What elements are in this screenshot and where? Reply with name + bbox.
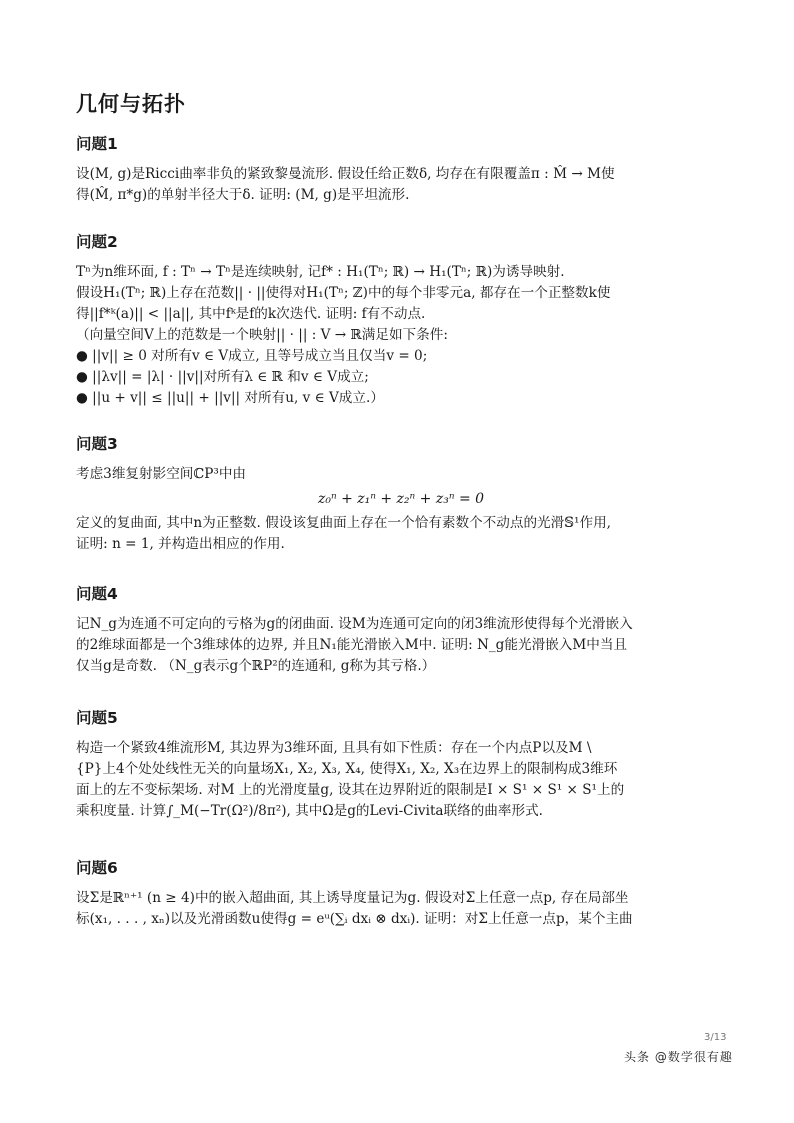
- text-line: 面上的左不变标架场. 对M 上的光滑度量g, 设其在边界附近的限制是I × S¹ × S¹ × S¹上的: [76, 782, 625, 798]
- bullet-item: ● ||v|| ≥ 0 对所有v ∈ V成立, 且等号成立当且仅当v = 0;: [76, 348, 428, 364]
- text-line: 考虑3维复射影空间ℂP³中由: [76, 466, 247, 482]
- bullet-item: ● ||u + v|| ≤ ||u|| + ||v|| 对所有u, v ∈ V成立.）: [76, 390, 384, 406]
- problem-body: [76, 464, 726, 555]
- text-line: 设(M, g)是Ricci曲率非负的紧致黎曼流形. 假设任给正数δ, 均存在有限覆盖π : M̂ → M使: [76, 166, 615, 182]
- problem-body: [76, 164, 726, 206]
- problem-1: [76, 132, 726, 206]
- problem-title: 问题4: [76, 585, 118, 603]
- text-line: 得||f*ᵏ(a)|| < ||a||, 其中fᵏ是f的k次迭代. 证明: f有不动点.: [76, 306, 426, 322]
- problem-4: [76, 582, 726, 677]
- problem-body: [76, 888, 726, 930]
- problem-3: [76, 432, 726, 555]
- text-line: 仅当g是奇数. （N_g表示g个ℝP²的连通和, g称为其亏格.）: [76, 658, 436, 674]
- problem-body: [76, 262, 726, 409]
- problem-2: [76, 230, 726, 409]
- watermark-text: 头条 @数学很有趣: [624, 1050, 733, 1064]
- text-line: Tⁿ为n维环面, f : Tⁿ → Tⁿ是连续映射, 记f* : H₁(Tⁿ; ℝ) → H₁(Tⁿ; ℝ)为诱导映射.: [76, 264, 565, 280]
- bullet-item: ● ||λv|| = |λ| · ||v||对所有λ ∈ ℝ 和v ∈ V成立;: [76, 369, 369, 385]
- problem-title: 问题2: [76, 233, 118, 251]
- text-line: 标(x₁, . . . , xₙ)以及光滑函数u使得g = eᵘ(∑ᵢ dxᵢ ⊗ dxᵢ). 证明：对Σ上任意一点p，某个主曲: [76, 911, 633, 927]
- text-line: 定义的复曲面, 其中n为正整数. 假设该复曲面上存在一个恰有素数个不动点的光滑𝕊¹作用,: [76, 515, 611, 531]
- text-line: （向量空间V上的范数是一个映射|| · || : V → ℝ满足如下条件:: [76, 327, 448, 343]
- problem-title: 问题3: [76, 435, 118, 453]
- text-line: 乘积度量. 计算∫_M(−Tr(Ω²)/8π²), 其中Ω是g的Levi-Civita联络的曲率形式.: [76, 803, 544, 819]
- problem-body: [76, 614, 726, 677]
- problem-6: [76, 856, 726, 930]
- text-line: 记N_g为连通不可定向的亏格为g的闭曲面. 设M为连通可定向的闭3维流形使得每个光滑嵌入: [76, 616, 633, 632]
- display-formula: z₀ⁿ + z₁ⁿ + z₂ⁿ + z₃ⁿ = 0: [317, 491, 485, 507]
- problem-title: 问题1: [76, 135, 118, 153]
- text-line: 得(M̂, π*g)的单射半径大于δ. 证明: (M, g)是平坦流形.: [76, 187, 410, 203]
- problem-title: 问题5: [76, 709, 118, 727]
- text-line: 证明: n = 1, 并构造出相应的作用.: [76, 536, 285, 552]
- page-number: 3/13: [704, 1032, 727, 1043]
- text-line: {P}上4个处处线性无关的向量场X₁, X₂, X₃, X₄, 使得X₁, X₂, X₃在边界上的限制构成3维环: [76, 761, 618, 777]
- text-line: 假设H₁(Tⁿ; ℝ)上存在范数|| · ||使得对H₁(Tⁿ; ℤ)中的每个非零元a, 都存在一个正整数k使: [76, 285, 611, 301]
- section-title: 几何与拓扑: [76, 92, 186, 116]
- text-line: 的2维球面都是一个3维球体的边界, 并且N₁能光滑嵌入M中. 证明: N_g能光滑嵌入M中当且: [76, 637, 628, 653]
- text-line: 构造一个紧致4维流形M, 其边界为3维环面, 且具有如下性质：存在一个内点P以及M \: [76, 740, 592, 756]
- problem-title: 问题6: [76, 859, 118, 877]
- text-line: 设Σ是ℝⁿ⁺¹ (n ≥ 4)中的嵌入超曲面, 其上诱导度量记为g. 假设对Σ上任意一点p, 存在局部坐: [76, 890, 629, 906]
- problem-body: [76, 738, 726, 822]
- problem-5: [76, 706, 726, 822]
